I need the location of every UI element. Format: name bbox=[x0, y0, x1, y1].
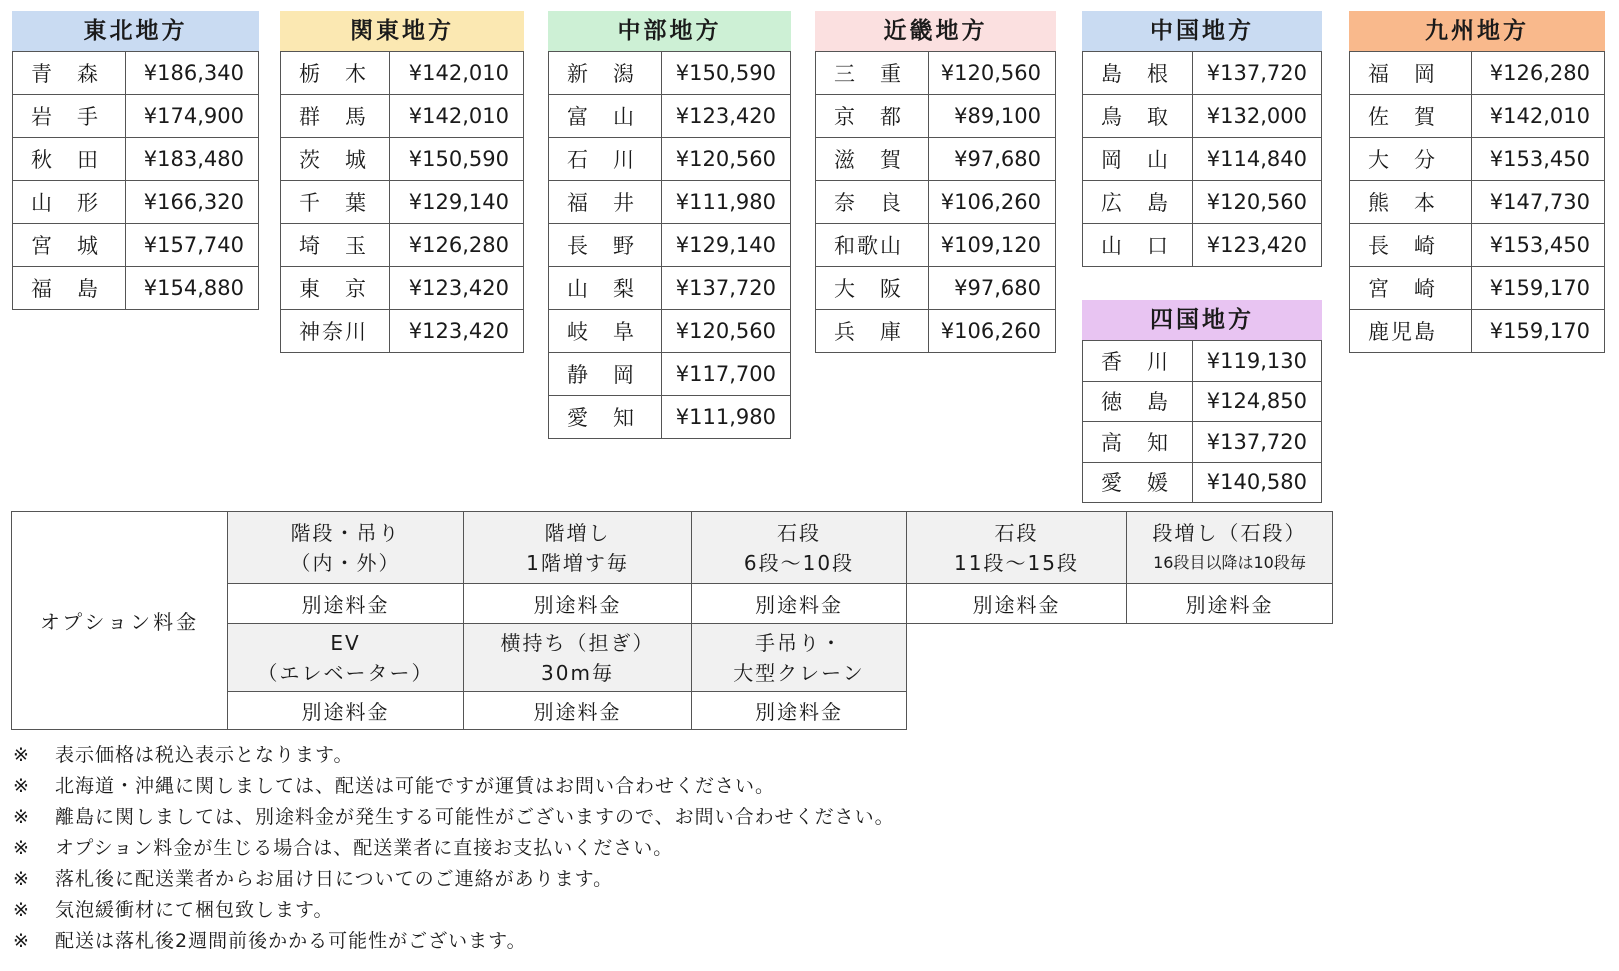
shipping-price: ¥124,850 bbox=[1193, 381, 1322, 422]
shipping-price: ¥140,580 bbox=[1193, 462, 1322, 503]
shipping-price: ¥137,720 bbox=[1193, 52, 1322, 95]
region-title: 関東地方 bbox=[280, 11, 524, 51]
prefecture-name: 兵 庫 bbox=[816, 310, 929, 353]
note-item bbox=[13, 802, 895, 833]
shipping-price: ¥153,450 bbox=[1472, 138, 1605, 181]
note-text: 北海道・沖縄に関しましては、配送は可能ですが運賃はお問い合わせください。 bbox=[55, 775, 776, 797]
table-row bbox=[281, 95, 524, 138]
region-title: 中部地方 bbox=[548, 11, 791, 51]
shipping-price: ¥117,700 bbox=[662, 353, 791, 396]
prefecture-name: 栃 木 bbox=[281, 52, 390, 95]
note-item bbox=[13, 833, 895, 864]
table-row bbox=[281, 267, 524, 310]
region-shikoku bbox=[1082, 300, 1322, 503]
shipping-price: ¥119,130 bbox=[1193, 341, 1322, 382]
table-row bbox=[549, 310, 791, 353]
prefecture-name: 富 山 bbox=[549, 95, 662, 138]
table-row bbox=[549, 396, 791, 439]
shipping-price: ¥123,420 bbox=[662, 95, 791, 138]
prefecture-name: 広 島 bbox=[1083, 181, 1193, 224]
prefecture-name: 奈 良 bbox=[816, 181, 929, 224]
option-value: 別途料金 bbox=[464, 584, 692, 624]
price-table bbox=[1082, 51, 1322, 267]
options-table bbox=[11, 511, 1333, 730]
table-row bbox=[13, 181, 259, 224]
option-value: 別途料金 bbox=[907, 584, 1127, 624]
table-row bbox=[1083, 462, 1322, 503]
table-row bbox=[549, 181, 791, 224]
prefecture-name: 埼 玉 bbox=[281, 224, 390, 267]
shipping-price: ¥153,450 bbox=[1472, 224, 1605, 267]
table-row bbox=[13, 267, 259, 310]
prefecture-name: 神奈川 bbox=[281, 310, 390, 353]
table-row bbox=[816, 310, 1056, 353]
table-row bbox=[1083, 52, 1322, 95]
table-row bbox=[281, 310, 524, 353]
shipping-price: ¥147,730 bbox=[1472, 181, 1605, 224]
table-row bbox=[1350, 224, 1605, 267]
table-row bbox=[1083, 224, 1322, 267]
prefecture-name: 岩 手 bbox=[13, 95, 126, 138]
note-mark: ※ bbox=[13, 775, 30, 797]
shipping-price: ¥150,590 bbox=[390, 138, 524, 181]
prefecture-name: 東 京 bbox=[281, 267, 390, 310]
note-mark: ※ bbox=[13, 837, 30, 859]
table-row bbox=[13, 52, 259, 95]
table-row bbox=[816, 267, 1056, 310]
table-row bbox=[816, 224, 1056, 267]
option-value: 別途料金 bbox=[692, 692, 907, 730]
shipping-price: ¥109,120 bbox=[929, 224, 1056, 267]
shipping-price: ¥111,980 bbox=[662, 396, 791, 439]
table-row bbox=[549, 138, 791, 181]
prefecture-name: 山 梨 bbox=[549, 267, 662, 310]
shipping-price: ¥106,260 bbox=[929, 181, 1056, 224]
shipping-price: ¥132,000 bbox=[1193, 95, 1322, 138]
note-item bbox=[13, 926, 895, 957]
note-item bbox=[13, 740, 895, 771]
note-text: 離島に関しましては、別途料金が発生する可能性がございますので、お問い合わせください。 bbox=[55, 806, 895, 828]
prefecture-name: 滋 賀 bbox=[816, 138, 929, 181]
shipping-price: ¥129,140 bbox=[390, 181, 524, 224]
prefecture-name: 新 潟 bbox=[549, 52, 662, 95]
notes-list bbox=[13, 740, 895, 957]
option-label: 横持ち（担ぎ） 30m毎 bbox=[464, 624, 692, 692]
region-chugoku bbox=[1082, 11, 1322, 267]
prefecture-name: 福 井 bbox=[549, 181, 662, 224]
table-row bbox=[1350, 95, 1605, 138]
shipping-price: ¥97,680 bbox=[929, 267, 1056, 310]
region-title: 中国地方 bbox=[1082, 11, 1322, 51]
prefecture-name: 高 知 bbox=[1083, 422, 1193, 463]
prefecture-name: 愛 知 bbox=[549, 396, 662, 439]
note-item bbox=[13, 864, 895, 895]
shipping-price: ¥120,560 bbox=[662, 138, 791, 181]
table-row bbox=[1350, 267, 1605, 310]
table-row bbox=[281, 181, 524, 224]
table-row bbox=[13, 224, 259, 267]
prefecture-name: 佐 賀 bbox=[1350, 95, 1472, 138]
empty-cell bbox=[907, 624, 1333, 692]
shipping-price: ¥111,980 bbox=[662, 181, 791, 224]
shipping-price: ¥129,140 bbox=[662, 224, 791, 267]
price-table bbox=[815, 51, 1056, 353]
prefecture-name: 宮 城 bbox=[13, 224, 126, 267]
note-item bbox=[13, 895, 895, 926]
prefecture-name: 三 重 bbox=[816, 52, 929, 95]
region-title: 東北地方 bbox=[12, 11, 259, 51]
table-row bbox=[816, 181, 1056, 224]
prefecture-name: 青 森 bbox=[13, 52, 126, 95]
prefecture-name: 福 島 bbox=[13, 267, 126, 310]
table-row bbox=[549, 224, 791, 267]
region-chubu bbox=[548, 11, 791, 439]
shipping-price: ¥159,170 bbox=[1472, 267, 1605, 310]
prefecture-name: 愛 媛 bbox=[1083, 462, 1193, 503]
table-row bbox=[1083, 138, 1322, 181]
shipping-price: ¥137,720 bbox=[1193, 422, 1322, 463]
table-row bbox=[549, 95, 791, 138]
option-value: 別途料金 bbox=[464, 692, 692, 730]
option-value: 別途料金 bbox=[692, 584, 907, 624]
option-value: 別途料金 bbox=[228, 692, 464, 730]
prefecture-name: 山 形 bbox=[13, 181, 126, 224]
shipping-price: ¥137,720 bbox=[662, 267, 791, 310]
prefecture-name: 福 岡 bbox=[1350, 52, 1472, 95]
prefecture-name: 大 阪 bbox=[816, 267, 929, 310]
region-kinki bbox=[815, 11, 1056, 353]
shipping-price: ¥142,010 bbox=[390, 52, 524, 95]
table-row bbox=[281, 52, 524, 95]
note-text: 表示価格は税込表示となります。 bbox=[55, 744, 354, 766]
prefecture-name: 長 野 bbox=[549, 224, 662, 267]
table-row bbox=[549, 353, 791, 396]
prefecture-name: 島 根 bbox=[1083, 52, 1193, 95]
table-row bbox=[1350, 52, 1605, 95]
prefecture-name: 大 分 bbox=[1350, 138, 1472, 181]
table-row bbox=[1350, 138, 1605, 181]
prefecture-name: 石 川 bbox=[549, 138, 662, 181]
prefecture-name: 鹿児島 bbox=[1350, 310, 1472, 353]
prefecture-name: 静 岡 bbox=[549, 353, 662, 396]
prefecture-name: 香 川 bbox=[1083, 341, 1193, 382]
shipping-price: ¥166,320 bbox=[126, 181, 259, 224]
region-kyushu bbox=[1349, 11, 1605, 353]
prefecture-name: 宮 崎 bbox=[1350, 267, 1472, 310]
prefecture-name: 山 口 bbox=[1083, 224, 1193, 267]
option-label: 石段 6段～10段 bbox=[692, 512, 907, 584]
price-table bbox=[1349, 51, 1605, 353]
price-table bbox=[548, 51, 791, 439]
table-row bbox=[13, 95, 259, 138]
region-kanto bbox=[280, 11, 524, 353]
prefecture-name: 群 馬 bbox=[281, 95, 390, 138]
shipping-price: ¥154,880 bbox=[126, 267, 259, 310]
prefecture-name: 秋 田 bbox=[13, 138, 126, 181]
shipping-price: ¥126,280 bbox=[390, 224, 524, 267]
prefecture-name: 京 都 bbox=[816, 95, 929, 138]
option-label: 段増し（石段） 16段目以降は10段毎 bbox=[1127, 512, 1333, 584]
shipping-price: ¥174,900 bbox=[126, 95, 259, 138]
empty-cell bbox=[907, 692, 1333, 730]
table-row bbox=[816, 138, 1056, 181]
note-text: 落札後に配送業者からお届け日についてのご連絡があります。 bbox=[55, 868, 614, 890]
prefecture-name: 熊 本 bbox=[1350, 181, 1472, 224]
shipping-price: ¥142,010 bbox=[390, 95, 524, 138]
shipping-price: ¥186,340 bbox=[126, 52, 259, 95]
region-title: 四国地方 bbox=[1082, 300, 1322, 340]
table-row bbox=[549, 52, 791, 95]
note-mark: ※ bbox=[13, 930, 30, 952]
shipping-price: ¥120,560 bbox=[929, 52, 1056, 95]
prefecture-name: 鳥 取 bbox=[1083, 95, 1193, 138]
shipping-price: ¥97,680 bbox=[929, 138, 1056, 181]
prefecture-name: 千 葉 bbox=[281, 181, 390, 224]
shipping-price: ¥183,480 bbox=[126, 138, 259, 181]
table-row bbox=[281, 138, 524, 181]
table-row bbox=[1350, 181, 1605, 224]
table-row bbox=[1083, 341, 1322, 382]
shipping-price: ¥123,420 bbox=[390, 267, 524, 310]
note-text: オプション料金が生じる場合は、配送業者に直接お支払いください。 bbox=[55, 837, 674, 859]
table-row bbox=[549, 267, 791, 310]
prefecture-name: 徳 島 bbox=[1083, 381, 1193, 422]
price-table bbox=[280, 51, 524, 353]
note-mark: ※ bbox=[13, 744, 30, 766]
shipping-price: ¥120,560 bbox=[662, 310, 791, 353]
options-title: オプション料金 bbox=[12, 512, 228, 730]
shipping-price: ¥126,280 bbox=[1472, 52, 1605, 95]
note-mark: ※ bbox=[13, 868, 30, 890]
price-table bbox=[12, 51, 259, 310]
price-table bbox=[1082, 340, 1322, 503]
shipping-price: ¥114,840 bbox=[1193, 138, 1322, 181]
shipping-price: ¥157,740 bbox=[126, 224, 259, 267]
table-row bbox=[13, 138, 259, 181]
prefecture-name: 和歌山 bbox=[816, 224, 929, 267]
option-label: EV （エレベーター） bbox=[228, 624, 464, 692]
table-row bbox=[1083, 95, 1322, 138]
table-row bbox=[816, 95, 1056, 138]
shipping-price: ¥106,260 bbox=[929, 310, 1056, 353]
option-value: 別途料金 bbox=[1127, 584, 1333, 624]
option-label: 階増し 1階増す毎 bbox=[464, 512, 692, 584]
prefecture-name: 岡 山 bbox=[1083, 138, 1193, 181]
note-item bbox=[13, 771, 895, 802]
note-mark: ※ bbox=[13, 806, 30, 828]
table-row bbox=[1350, 310, 1605, 353]
region-tohoku bbox=[12, 11, 259, 310]
region-title: 九州地方 bbox=[1349, 11, 1605, 51]
shipping-price: ¥123,420 bbox=[1193, 224, 1322, 267]
note-mark: ※ bbox=[13, 899, 30, 921]
prefecture-name: 茨 城 bbox=[281, 138, 390, 181]
shipping-price: ¥142,010 bbox=[1472, 95, 1605, 138]
table-row bbox=[816, 52, 1056, 95]
note-text: 配送は落札後2週間前後かかる可能性がございます。 bbox=[55, 930, 527, 952]
table-row bbox=[1083, 181, 1322, 224]
shipping-price: ¥159,170 bbox=[1472, 310, 1605, 353]
shipping-price: ¥123,420 bbox=[390, 310, 524, 353]
table-row bbox=[281, 224, 524, 267]
option-label: 手吊り・ 大型クレーン bbox=[692, 624, 907, 692]
prefecture-name: 岐 阜 bbox=[549, 310, 662, 353]
option-label: 石段 11段～15段 bbox=[907, 512, 1127, 584]
shipping-price: ¥150,590 bbox=[662, 52, 791, 95]
table-row bbox=[1083, 422, 1322, 463]
shipping-price: ¥120,560 bbox=[1193, 181, 1322, 224]
option-label: 階段・吊り （内・外） bbox=[228, 512, 464, 584]
table-row bbox=[1083, 381, 1322, 422]
region-title: 近畿地方 bbox=[815, 11, 1056, 51]
shipping-price: ¥89,100 bbox=[929, 95, 1056, 138]
note-text: 気泡緩衝材にて梱包致します。 bbox=[55, 899, 334, 921]
prefecture-name: 長 崎 bbox=[1350, 224, 1472, 267]
option-value: 別途料金 bbox=[228, 584, 464, 624]
